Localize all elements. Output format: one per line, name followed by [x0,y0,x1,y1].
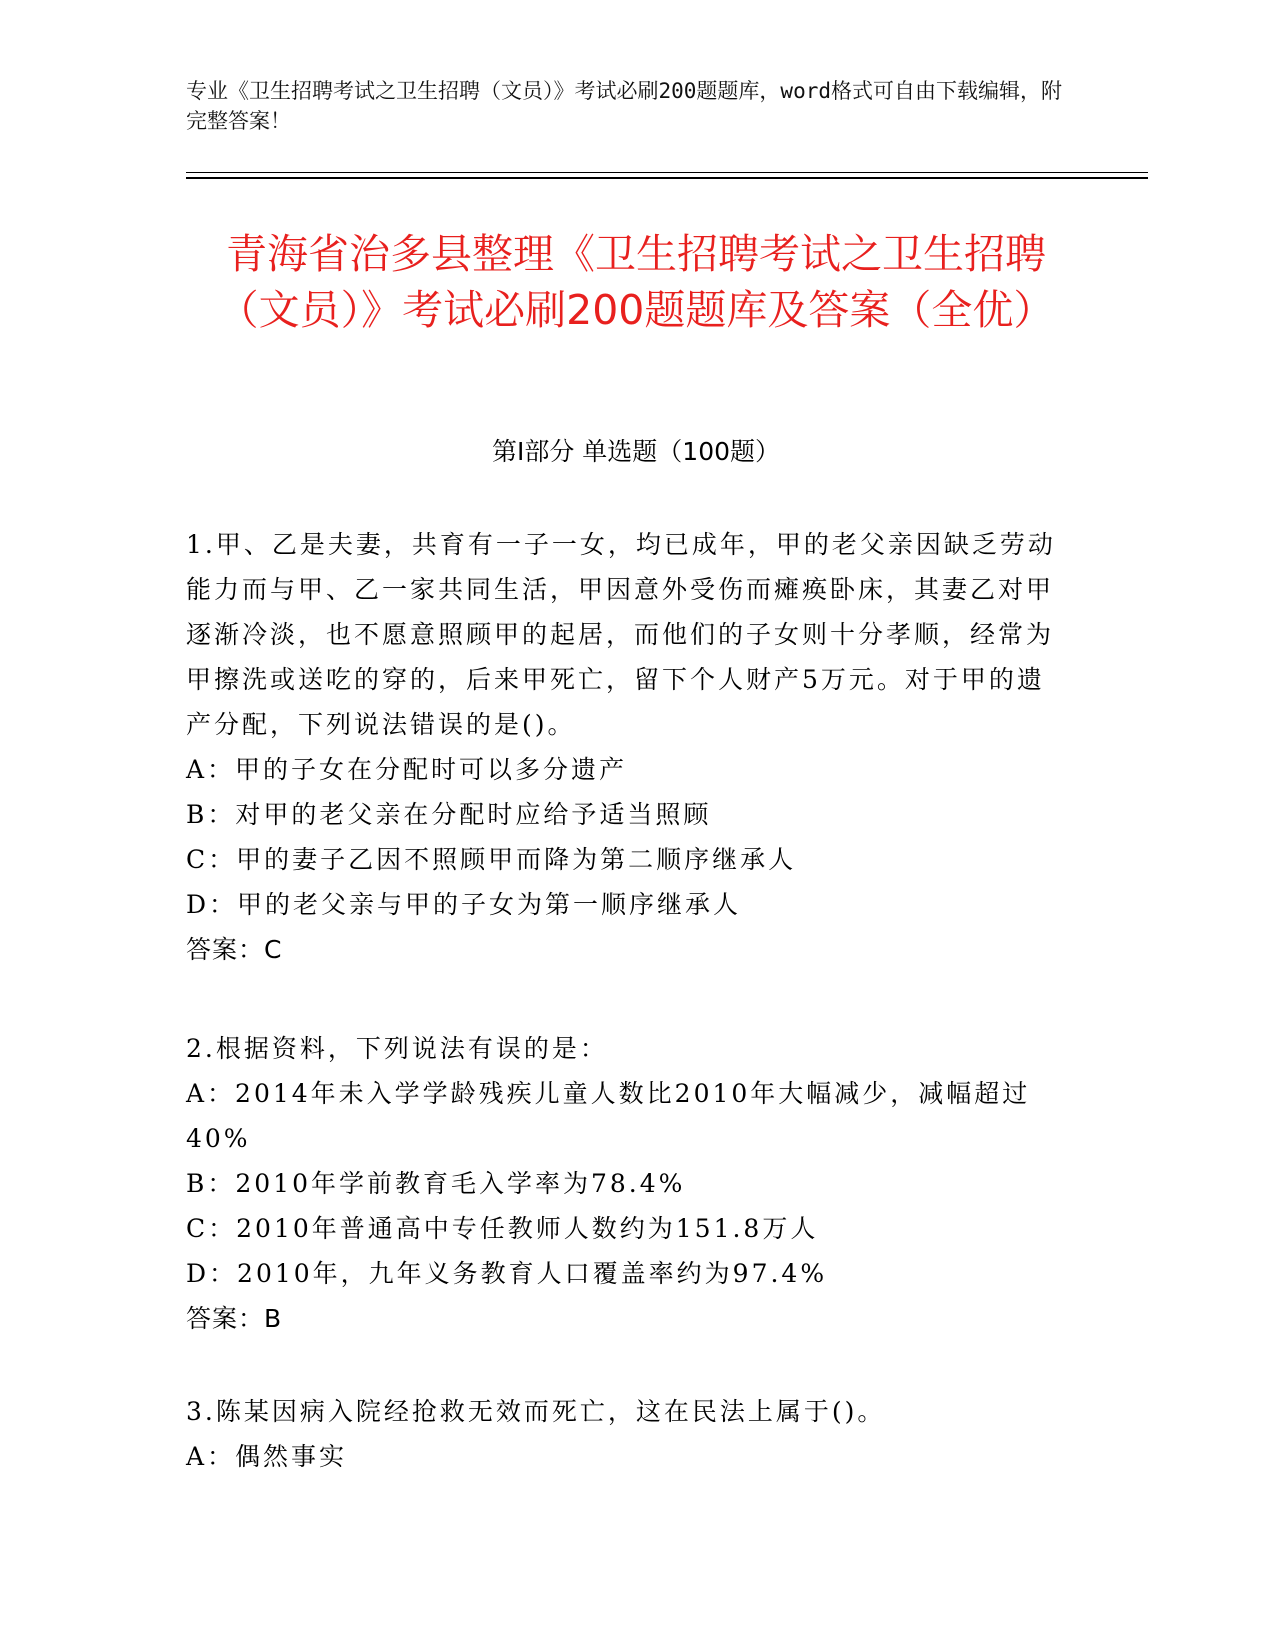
option-b: B：2010年学前教育毛入学率为78.4% [186,1169,686,1198]
question-stem: 3.陈某因病入院经抢救无效而死亡，这在民法上属于()。 [186,1397,886,1426]
question-stem: 1.甲、乙是夫妻，共育有一子一女，均已成年，甲的老父亲因缺乏劳动能力而与甲、乙一家共同生活，甲因意外受伤而瘫痪卧床，其妻乙对甲逐渐冷淡，也不愿意照顾甲的起居，而他们的子女则十分孝顺，经常为甲擦洗或送吃的穿的，后来甲死亡，留下个人财产5万元。对于甲的遗产分配，下列说法错误的是()。 [186,530,1056,739]
option-a: A：甲的子女在分配时可以多分遗产 [186,755,628,784]
option-d: D：甲的老父亲与甲的子女为第一顺序继承人 [186,890,742,919]
header-rule-thin [186,172,1148,173]
header-note: 专业《卫生招聘考试之卫生招聘（文员）》考试必刷200题题库，word格式可自由下载编辑，附完整答案！ [186,79,1062,133]
section-heading: 第Ⅰ部分 单选题（100题） [491,437,781,466]
document-title: 青海省治多县整理《卫生招聘考试之卫生招聘（文员）》考试必刷200题题库及答案（全优） [217,230,1055,334]
option-a: A：2014年未入学学龄残疾儿童人数比2010年大幅减少，减幅超过40% [186,1079,1031,1153]
question-block [186,1389,1066,1479]
question-block [186,522,1066,972]
header-rule-thick [186,177,1148,179]
question-block [186,1026,1066,1341]
option-d: D：2010年，九年义务教育人口覆盖率约为97.4% [186,1259,828,1288]
option-a: A：偶然事实 [186,1442,348,1471]
option-c: C：2010年普通高中专任教师人数约为151.8万人 [186,1214,819,1243]
question-stem: 2.根据资料，下列说法有误的是： [186,1034,608,1063]
option-b: B：对甲的老父亲在分配时应给予适当照顾 [186,800,712,829]
answer-label: 答案：C [186,935,283,964]
option-c: C：甲的妻子乙因不照顾甲而降为第二顺序继承人 [186,845,797,874]
answer-label: 答案：B [186,1304,283,1333]
